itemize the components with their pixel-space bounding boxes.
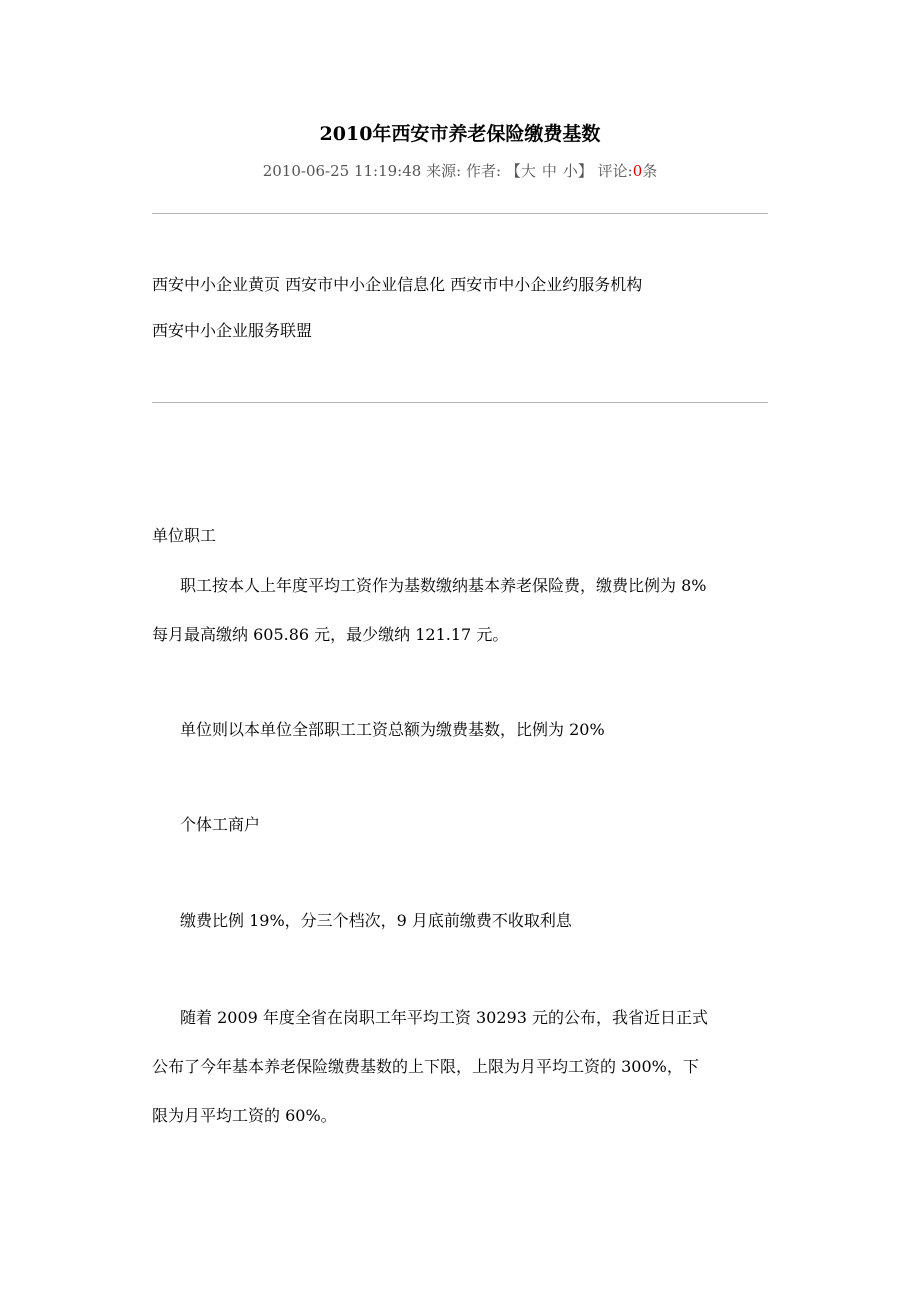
- author-label: 作者:: [465, 162, 502, 180]
- paragraph: 缴费比例 19%，分三个档次，9 月底前缴费不收取利息: [180, 911, 572, 930]
- divider-top: [152, 213, 768, 214]
- divider-bottom: [152, 402, 768, 403]
- font-size-medium-link[interactable]: 中: [541, 162, 557, 180]
- section-heading-individual: 个体工商户: [180, 815, 261, 834]
- font-size-bracket-open: 【: [505, 162, 521, 180]
- section-heading-unit: 单位职工: [152, 526, 217, 545]
- comment-count[interactable]: 0: [632, 162, 643, 180]
- tag-links: [152, 262, 768, 354]
- tag-link[interactable]: 西安中小企业服务联盟: [152, 321, 313, 340]
- comment-label: 评论:: [597, 162, 633, 180]
- article-meta: [0, 159, 920, 183]
- font-size-bracket-close: 】: [577, 162, 593, 180]
- paragraph-line: 职工按本人上年度平均工资作为基数缴纳基本养老保险费，缴费比例为 8%: [180, 576, 707, 595]
- publish-datetime: 2010-06-25 11:19:48: [262, 162, 422, 180]
- tag-link[interactable]: 西安市中小企业约服务机构: [450, 275, 643, 294]
- font-size-small-link[interactable]: 小: [562, 162, 578, 180]
- paragraph-line: 每月最高缴纳 605.86 元，最少缴纳 121.17 元。: [152, 625, 509, 644]
- font-size-large-link[interactable]: 大: [520, 162, 536, 180]
- paragraph-line: 随着 2009 年度全省在岗职工年平均工资 30293 元的公布，我省近日正式: [180, 1008, 708, 1027]
- paragraph-line: 限为月平均工资的 60%。: [152, 1106, 337, 1125]
- source-label: 来源:: [426, 162, 462, 180]
- paragraph: 单位则以本单位全部职工工资总额为缴费基数，比例为 20%: [180, 720, 605, 739]
- tag-link[interactable]: 西安市中小企业信息化: [285, 275, 446, 294]
- tag-link[interactable]: 西安中小企业黄页: [152, 275, 281, 294]
- paragraph-line: 公布了今年基本养老保险缴费基数的上下限，上限为月平均工资的 300%，下: [152, 1057, 699, 1076]
- article-title: 2010年西安市养老保险缴费基数: [319, 123, 601, 145]
- comment-unit: 条: [642, 162, 658, 180]
